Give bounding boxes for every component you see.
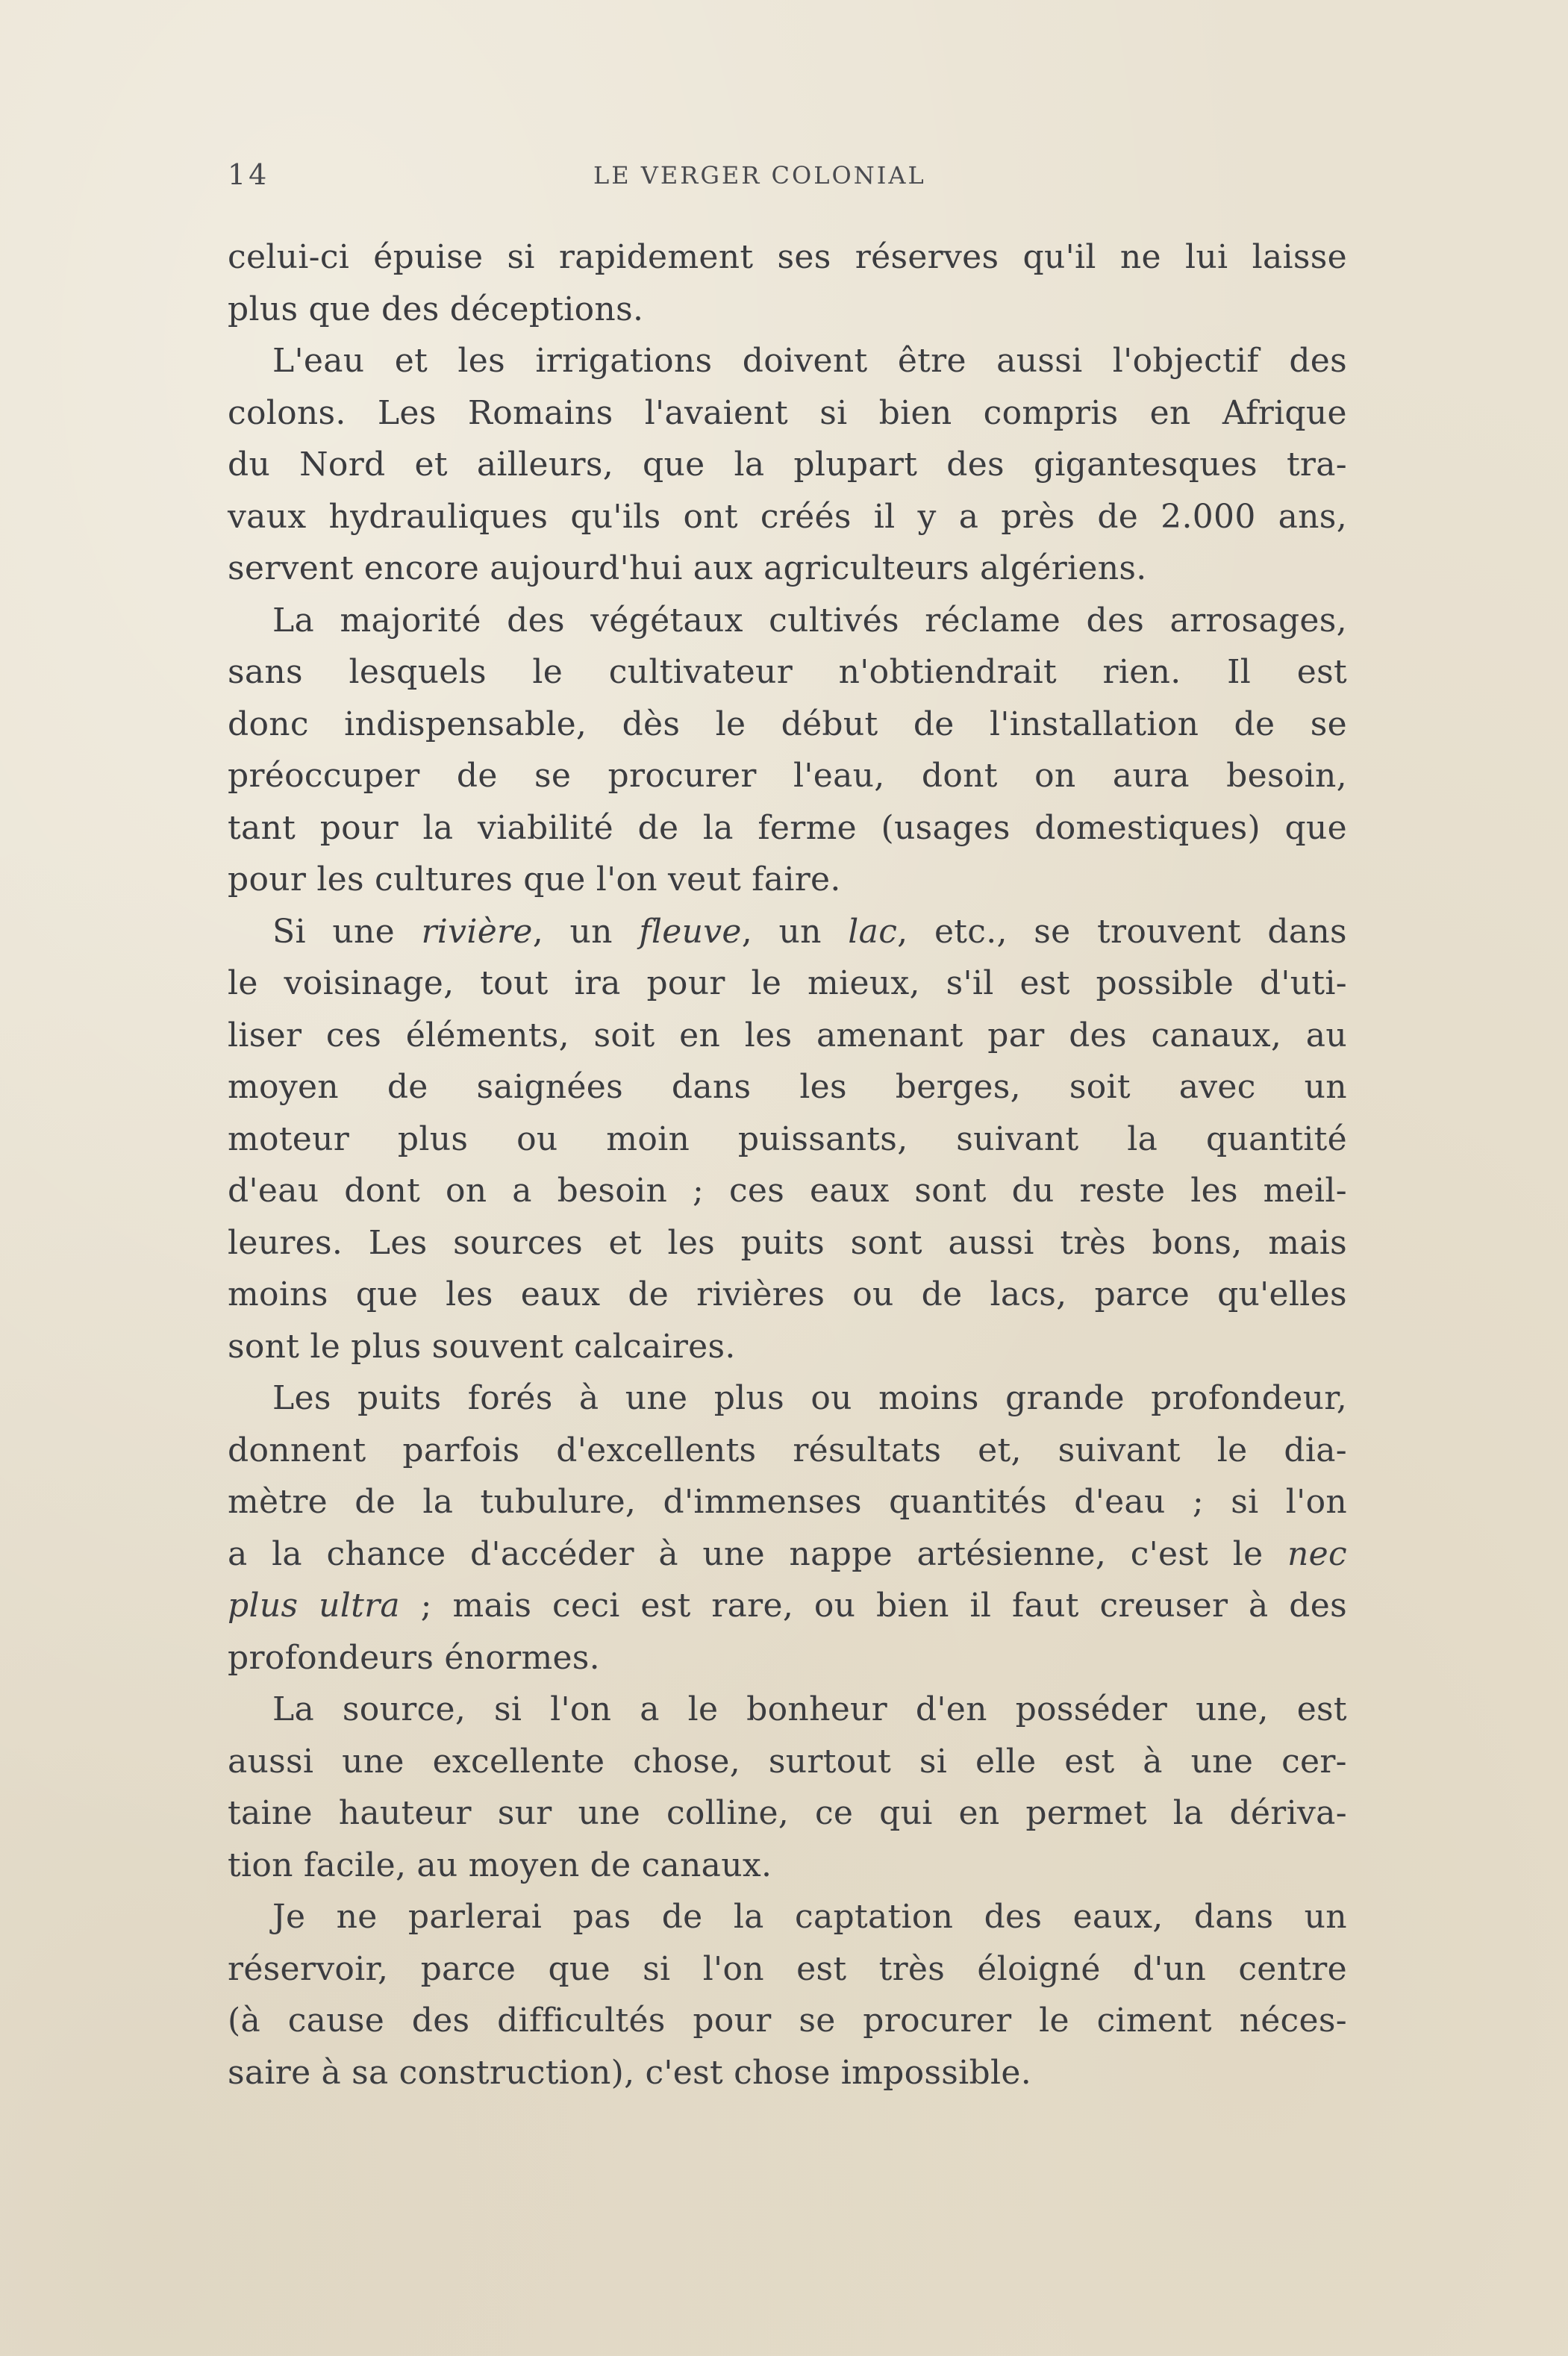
text-line: mètre de la tubulure, d'immenses quantités d'eau ; si l'on: [228, 1483, 1347, 1521]
text-line: d'eau dont on a besoin ; ces eaux sont du reste les meil-: [228, 1172, 1347, 1210]
text-line: Je ne parlerai pas de la captation des eaux, dans un: [272, 1898, 1347, 1936]
text-line: le voisinage, tout ira pour le mieux, s'il est possible d'uti-: [228, 964, 1347, 1002]
text-line: vaux hydrauliques qu'ils ont créés il y a près de 2.000 ans,: [228, 497, 1347, 536]
running-head: LE VERGER COLONIAL: [593, 161, 926, 190]
body-text: [228, 231, 1347, 2099]
text-line: tant pour la viabilité de la ferme (usages domestiques) que: [228, 808, 1347, 847]
text-line: profondeurs énormes.: [228, 1638, 600, 1677]
text-line: taine hauteur sur une colline, ce qui en permet la dériva-: [228, 1794, 1347, 1832]
text-line: servent encore aujourd'hui aux agriculteurs algériens.: [228, 549, 1147, 587]
text-line: sans lesquels le cultivateur n'obtiendrait rien. Il est: [228, 653, 1347, 691]
text-line: La source, si l'on a le bonheur d'en posséder une, est: [272, 1690, 1347, 1728]
text-line: plus que des déceptions.: [228, 290, 644, 328]
text-line: Si une rivière, un fleuve, un lac, etc., se trouvent dans: [272, 912, 1347, 951]
text-line: aussi une excellente chose, surtout si elle est à une cer-: [228, 1742, 1347, 1781]
text-line: La majorité des végétaux cultivés réclame des arrosages,: [272, 601, 1347, 640]
text-line: Les puits forés à une plus ou moins grande profondeur,: [272, 1379, 1347, 1417]
text-line: (à cause des difficultés pour se procurer le ciment néces-: [228, 2002, 1347, 2040]
text-line: donnent parfois d'excellents résultats et, suivant le dia-: [228, 1431, 1347, 1469]
text-line: sont le plus souvent calcaires.: [228, 1327, 736, 1366]
text-line: moteur plus ou moin puissants, suivant la quantité: [228, 1119, 1347, 1158]
page-number: 14: [228, 158, 270, 191]
text-line: plus ultra ; mais ceci est rare, ou bien il faut creuser à des: [228, 1587, 1347, 1625]
text-line: du Nord et ailleurs, que la plupart des gigantesques tra-: [228, 446, 1347, 484]
text-line: moyen de saignées dans les berges, soit avec un: [228, 1068, 1347, 1106]
text-line: saire à sa construction), c'est chose impossible.: [228, 2053, 1031, 2092]
text-line: liser ces éléments, soit en les amenant par des canaux, au: [228, 1016, 1347, 1054]
text-line: pour les cultures que l'on veut faire.: [228, 860, 841, 899]
text-line: celui-ci épuise si rapidement ses réserves qu'il ne lui laisse: [228, 238, 1347, 276]
text-line: colons. Les Romains l'avaient si bien compris en Afrique: [228, 393, 1347, 432]
page-header: [228, 158, 1347, 203]
text-line: tion facile, au moyen de canaux.: [228, 1846, 772, 1884]
text-line: donc indispensable, dès le début de l'installation de se: [228, 704, 1347, 743]
text-line: réservoir, parce que si l'on est très éloigné d'un centre: [228, 1949, 1347, 1988]
text-line: moins que les eaux de rivières ou de lacs, parce qu'elles: [228, 1275, 1347, 1313]
text-line: L'eau et les irrigations doivent être aussi l'objectif des: [272, 342, 1347, 380]
text-line: préoccuper de se procurer l'eau, dont on aura besoin,: [228, 757, 1347, 795]
text-line: a la chance d'accéder à une nappe artésienne, c'est le nec: [228, 1534, 1347, 1573]
text-line: leures. Les sources et les puits sont aussi très bons, mais: [228, 1223, 1347, 1262]
